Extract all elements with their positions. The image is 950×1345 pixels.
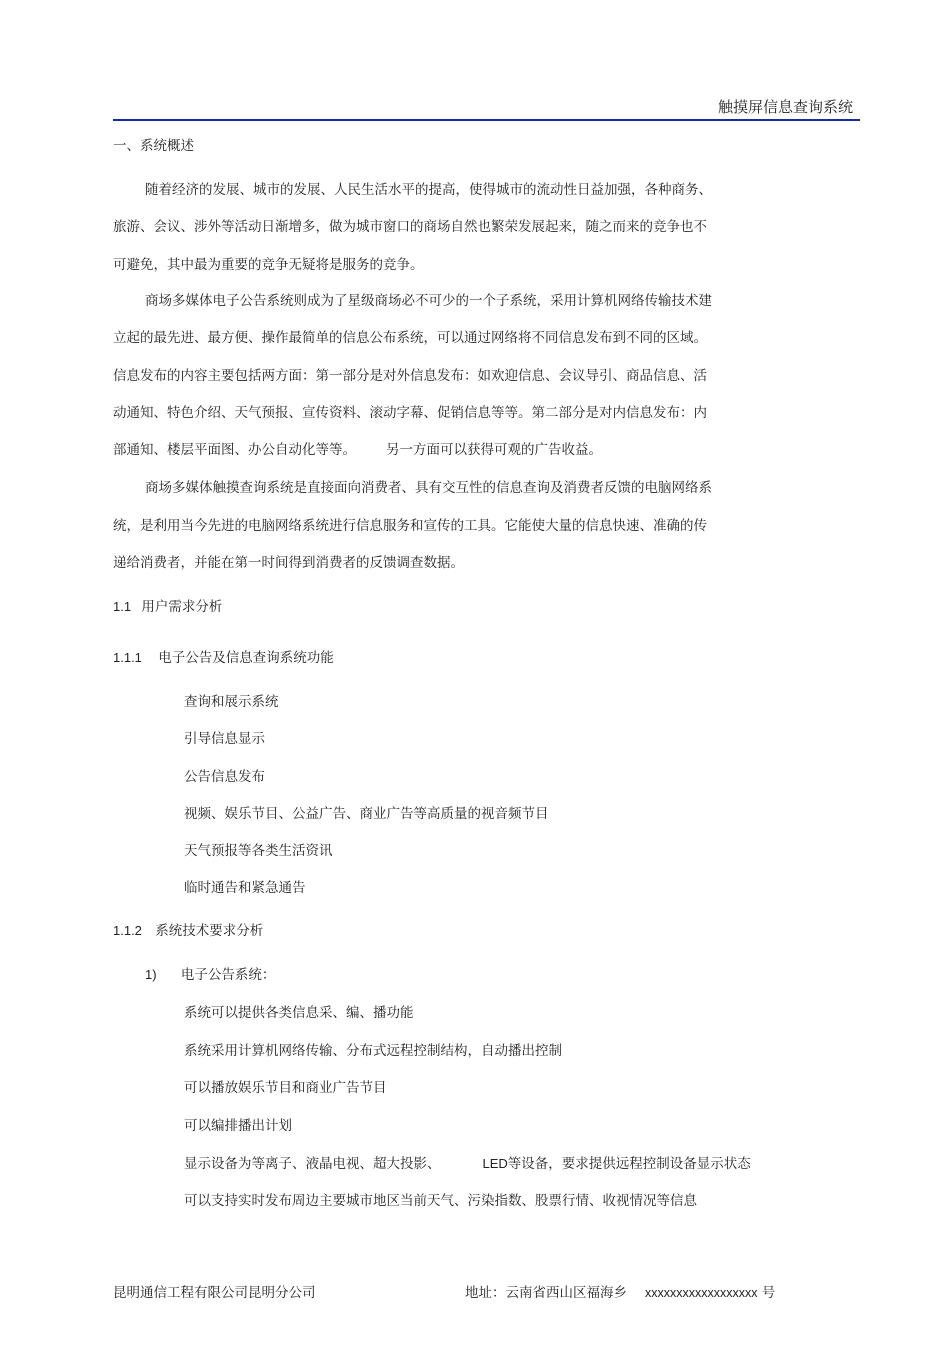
section-number: 1.1.1: [113, 650, 142, 665]
subsection-heading-1-1-1: [113, 649, 334, 667]
list-marker: 1): [145, 967, 157, 982]
footer-address: 地址：云南省西山区福海乡: [465, 1285, 627, 1301]
paragraph-line: 统，是利用当今先进的电脑网络系统进行信息服务和宣传的工具。它能使大量的信息快速、准确的传: [113, 518, 707, 534]
paragraph-line: 立起的最先进、最方便、操作最简单的信息公布系统，可以通过网络将不同信息发布到不同的区域。: [113, 330, 707, 346]
subsection-heading-1-1: [113, 598, 222, 616]
list-item: 可以播放娱乐节目和商业广告节目: [184, 1080, 387, 1096]
section-heading: 一、系统概述: [113, 138, 194, 154]
list-item: 可以编排播出计划: [184, 1118, 292, 1134]
section-title: 用户需求分析: [141, 599, 223, 615]
paragraph-line: 旅游、会议、涉外等活动日渐增多，做为城市窗口的商场自然也繁荣发展起来，随之而来的竞争也不: [113, 219, 707, 235]
list-item: 系统可以提供各类信息采、编、播功能: [184, 1005, 414, 1021]
list-item-text: LED: [482, 1156, 508, 1171]
section-title: 电子公告及信息查询系统功能: [158, 650, 334, 666]
header-divider: [113, 119, 860, 121]
footer-address-code: xxxxxxxxxxxxxxxxxx: [645, 1286, 758, 1300]
paragraph-line-last: [113, 441, 602, 459]
paragraph-text-part: 部通知、楼层平面图、办公自动化等等。: [113, 442, 356, 458]
list-item: 天气预报等各类生活资讯: [184, 843, 333, 859]
list-title: 电子公告系统：: [180, 967, 276, 983]
list-item: 系统采用计算机网络传输、分布式远程控制结构，自动播出控制: [184, 1043, 562, 1059]
paragraph-line: 动通知、特色介绍、天气预报、宣传资料、滚动字幕、促销信息等等。第二部分是对内信息发布：内: [113, 405, 707, 421]
subsection-heading-1-1-2: [113, 922, 263, 940]
numbered-list-heading: [145, 966, 275, 984]
paragraph-line: 信息发布的内容主要包括两方面：第一部分是对外信息发布：如欢迎信息、会议导引、商品信息、活: [113, 368, 707, 384]
list-item: 临时通告和紧急通告: [184, 880, 306, 896]
paragraph-line: 商场多媒体电子公告系统则成为了星级商场必不可少的一个子系统，采用计算机网络传输技术建: [145, 293, 712, 309]
paragraph-line: 可避免，其中最为重要的竞争无疑将是服务的竞争。: [113, 257, 424, 273]
list-item: 公告信息发布: [184, 769, 265, 785]
paragraph-line: 随着经济的发展、城市的发展、人民生活水平的提高，使得城市的流动性日益加强，各种商务、: [145, 182, 712, 198]
list-item: 查询和展示系统: [184, 694, 279, 710]
section-number: 1.1: [113, 599, 132, 614]
section-number: 1.1.2: [113, 923, 142, 938]
footer-company: 昆明通信工程有限公司昆明分公司: [113, 1285, 316, 1301]
list-item-text: 显示设备为等离子、液晶电视、超大投影、: [184, 1156, 441, 1172]
footer-address-suffix: 号: [761, 1285, 776, 1301]
paragraph-line: 商场多媒体触摸查询系统是直接面向消费者、具有交互性的信息查询及消费者反馈的电脑网络系: [145, 480, 712, 496]
list-item: 可以支持实时发布周边主要城市地区当前天气、污染指数、股票行情、收视情况等信息: [184, 1193, 697, 1209]
paragraph-line: 递给消费者，并能在第一时间得到消费者的反馈调查数据。: [113, 555, 464, 571]
list-item: 视频、娱乐节目、公益广告、商业广告等高质量的视音频节目: [184, 806, 549, 822]
list-item: 引导信息显示: [184, 731, 265, 747]
section-title: 系统技术要求分析: [155, 923, 264, 939]
footer-address-block: [465, 1281, 775, 1301]
list-item-text: 等设备，要求提供远程控制设备显示状态: [507, 1156, 751, 1172]
page-header-title: 触摸屏信息查询系统: [717, 98, 853, 116]
paragraph-text-part: 另一方面可以获得可观的广告收益。: [386, 442, 602, 458]
list-item: [184, 1155, 751, 1173]
